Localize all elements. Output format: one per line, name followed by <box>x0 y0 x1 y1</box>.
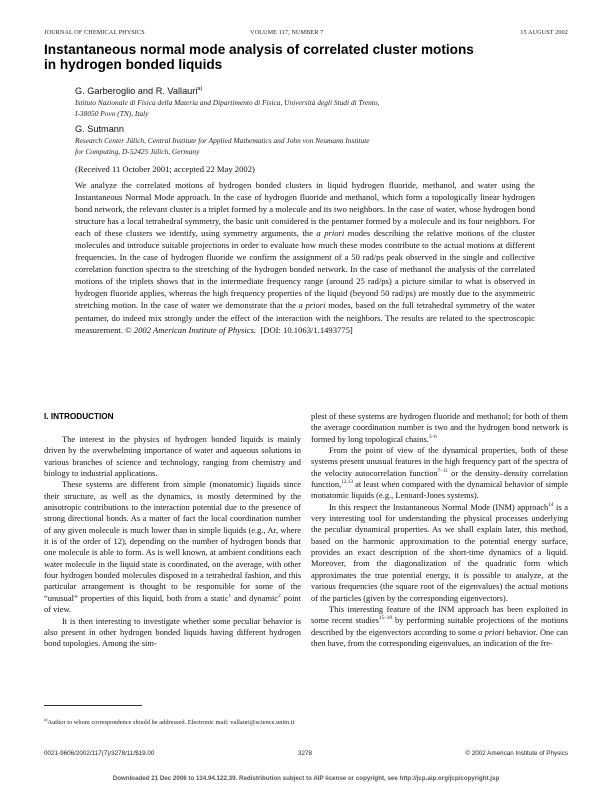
article-code: 0021-9606/2002/117(7)/3278/11/$19.00 <box>44 750 155 757</box>
right-column <box>311 411 568 649</box>
abstract: We analyze the correlated motions of hydrogen bonded clusters in liquid hydrogen fluoride, methanol, and water using the Instantaneous Normal Mode approach. In the case of hydrogen fluoride and methanol, which form a topologically linear hydrogen bond network, the relevant cluster is a triplet formed by a molecule and its two neighbors. In the case of water, whose hydrogen bond structure has a local tetrahedral symmetry, the basic unit considered is the pentamer formed by a molecule and its four neighbors. For each of these clusters we identify, using symmetry arguments, the a priori modes describing the relative motions of the cluster molecules and introduce suitable projections in order to evaluate how much these modes contribute to the actual motions at different frequencies. In the case of hydrogen fluoride we confirm the assignment of a 50 rad/ps peak observed in the single and collective correlation function spectra to the stretching of the hydrogen bonded network. In the case of methanol the analysis of the correlated motions of the triplets shows that in the intermediate frequency range (around 25 rad/ps) a picture similar to what is observed in hydrogen fluoride applies, whereas the high frequency properties of the liquid (beyond 50 rad/ps) are mostly due to the asymmetric stretching motion. In the case of water we demonstrate that the a priori modes, based on the full tetrahedral symmetry of the water pentamer, do indeed mix strongly under the effect of the interaction with the neighbors. The results are related to the spectroscopic measurement. © 2002 American Institute of Physics. [DOI: 10.1063/1.1493775] <box>75 180 535 335</box>
issue-date: 15 AUGUST 2002 <box>520 29 568 36</box>
citation-ref[interactable]: 2 <box>278 593 281 599</box>
received-dates: (Received 11 October 2001; accepted 22 May 2002) <box>75 164 255 174</box>
page-number: 3278 <box>298 750 313 757</box>
paragraph: In this respect the Instantaneous Normal Mode (INM) approach$^{14}$ is a very interesting tool for understanding the physical processes underlying the peculiar dynamical properties. As we shall explain later, this method, based on the harmonic approximation to the potential energy surface, provides an exact description of the short-time dynamics of a liquid. Moreover, from the diagonalization of the quadratic form which approximates the true potential energy, it is possible to analyze, at the various frequencies (the square root of the eigenvalues) the actual motions of the particles (given by the corresponding eigenvectors). <box>311 501 569 603</box>
paper-title <box>44 43 564 72</box>
paragraph: It is then interesting to investigate whether some peculiar behavior is also present in other hydrogen bonded liquids having different hydrogen bond topologies. Among the sim- <box>44 615 301 649</box>
citation-ref[interactable]: 12,13 <box>341 479 353 486</box>
affiliation-2: Research Center Jülich, Central Institute for Applied Mathematics and John von Neumann Institute for Computing, D-52425 Jülich, Germany <box>75 136 370 156</box>
footnote-marker[interactable]: a) <box>197 86 203 92</box>
copyright-notice: © 2002 American Institute of Physics <box>465 750 568 757</box>
journal-name: JOURNAL OF CHEMICAL PHYSICS <box>44 29 145 36</box>
paragraph: These systems are different from simple (monatomic) liquids since their structure, as well as the dynamics, is mostly determined by the anisotropic contributions to the interaction potential due to the presence of strong directional bonds. As a matter of fact the local coordination number of any given molecule is much lower than in simple liquids (e.g., Ar, where it is of the order of 12), depending on the number of hydrogen bonds that one molecule is able to form. As is well known, at ambient conditions each water molecule in the liquid state is coordinated, on the average, with other four hydrogen bonded molecules disposed in a tetrahedral fashion, and this particular arrangement is thought to be responsible for some of the “unusual” properties of this liquid, both from a static$^1$ and dynamic$^2$ point of view. <box>44 479 301 615</box>
title-line-2: in hydrogen bonded liquids <box>44 56 223 72</box>
citation-ref[interactable]: 7–11 <box>437 467 448 474</box>
footnote: $^{a)}$Author to whom correspondence should be addressed. Electronic mail: vallauri@science.unitn.it <box>44 717 295 727</box>
section-heading: I. INTRODUCTION <box>44 412 114 421</box>
author-names-2: G. Sutmann <box>75 124 125 134</box>
footnote-divider <box>44 705 142 706</box>
citation-ref[interactable]: 1 <box>228 593 232 599</box>
affiliation-1: Istituto Nazionale di Fisica della Materia and Dipartimento di Fisica, Università degli Studi di Trento, I-38050 Povo (TN), Italy <box>75 98 380 118</box>
download-notice: Downloaded 21 Dec 2006 to 134.94.122.39. Redistribution subject to AIP license or copyright, see http://jcp.aip.org/jcp/copyright.jsp <box>112 775 500 782</box>
citation-ref[interactable]: 3–6 <box>428 433 437 440</box>
paragraph: This interesting feature of the INM approach has been exploited in some recent studies$^{15-18}$ by performing suitable projections of the motions described by the eigenvectors according to some a priori behavior. One can then have, from the corresponding eigenvalues, an indication of the fre- <box>311 603 569 648</box>
volume-number: VOLUME 117, NUMBER 7 <box>250 29 324 36</box>
citation-ref[interactable]: 14 <box>548 501 554 508</box>
doi-link[interactable]: [DOI: 10.1063/1.1493775] <box>260 324 353 335</box>
title-line-1: Instantaneous normal mode analysis of correlated cluster motions <box>44 42 474 57</box>
left-column <box>44 434 301 650</box>
paragraph: From the point of view of the dynamical properties, both of these systems present unusual features in the high frequency part of the spectra of the velocity autocorrelation function$^{7-11}$ or the density–density correlation function,$^{12,13}$ at least when compared with the dynamical behavior of simple monatomic liquids (e.g., Lennard-Jones systems). <box>311 445 568 501</box>
author-names-1: G. Garberoglio and R. Vallauri$^{a)}$ <box>75 86 203 97</box>
citation-ref[interactable]: 15–18 <box>378 615 392 622</box>
paragraph: plest of these systems are hydrogen fluoride and methanol; for both of them the average coordination number is two and the hydrogen bond network is formed by long topological chains.$^{3-6}$ <box>311 411 568 444</box>
paragraph: The interest in the physics of hydrogen bonded liquids is mainly driven by the overwhelming importance of water and aqueous solutions in various branches of science and technology, ranging from chemistry and biology to industrial applications. <box>44 434 301 479</box>
